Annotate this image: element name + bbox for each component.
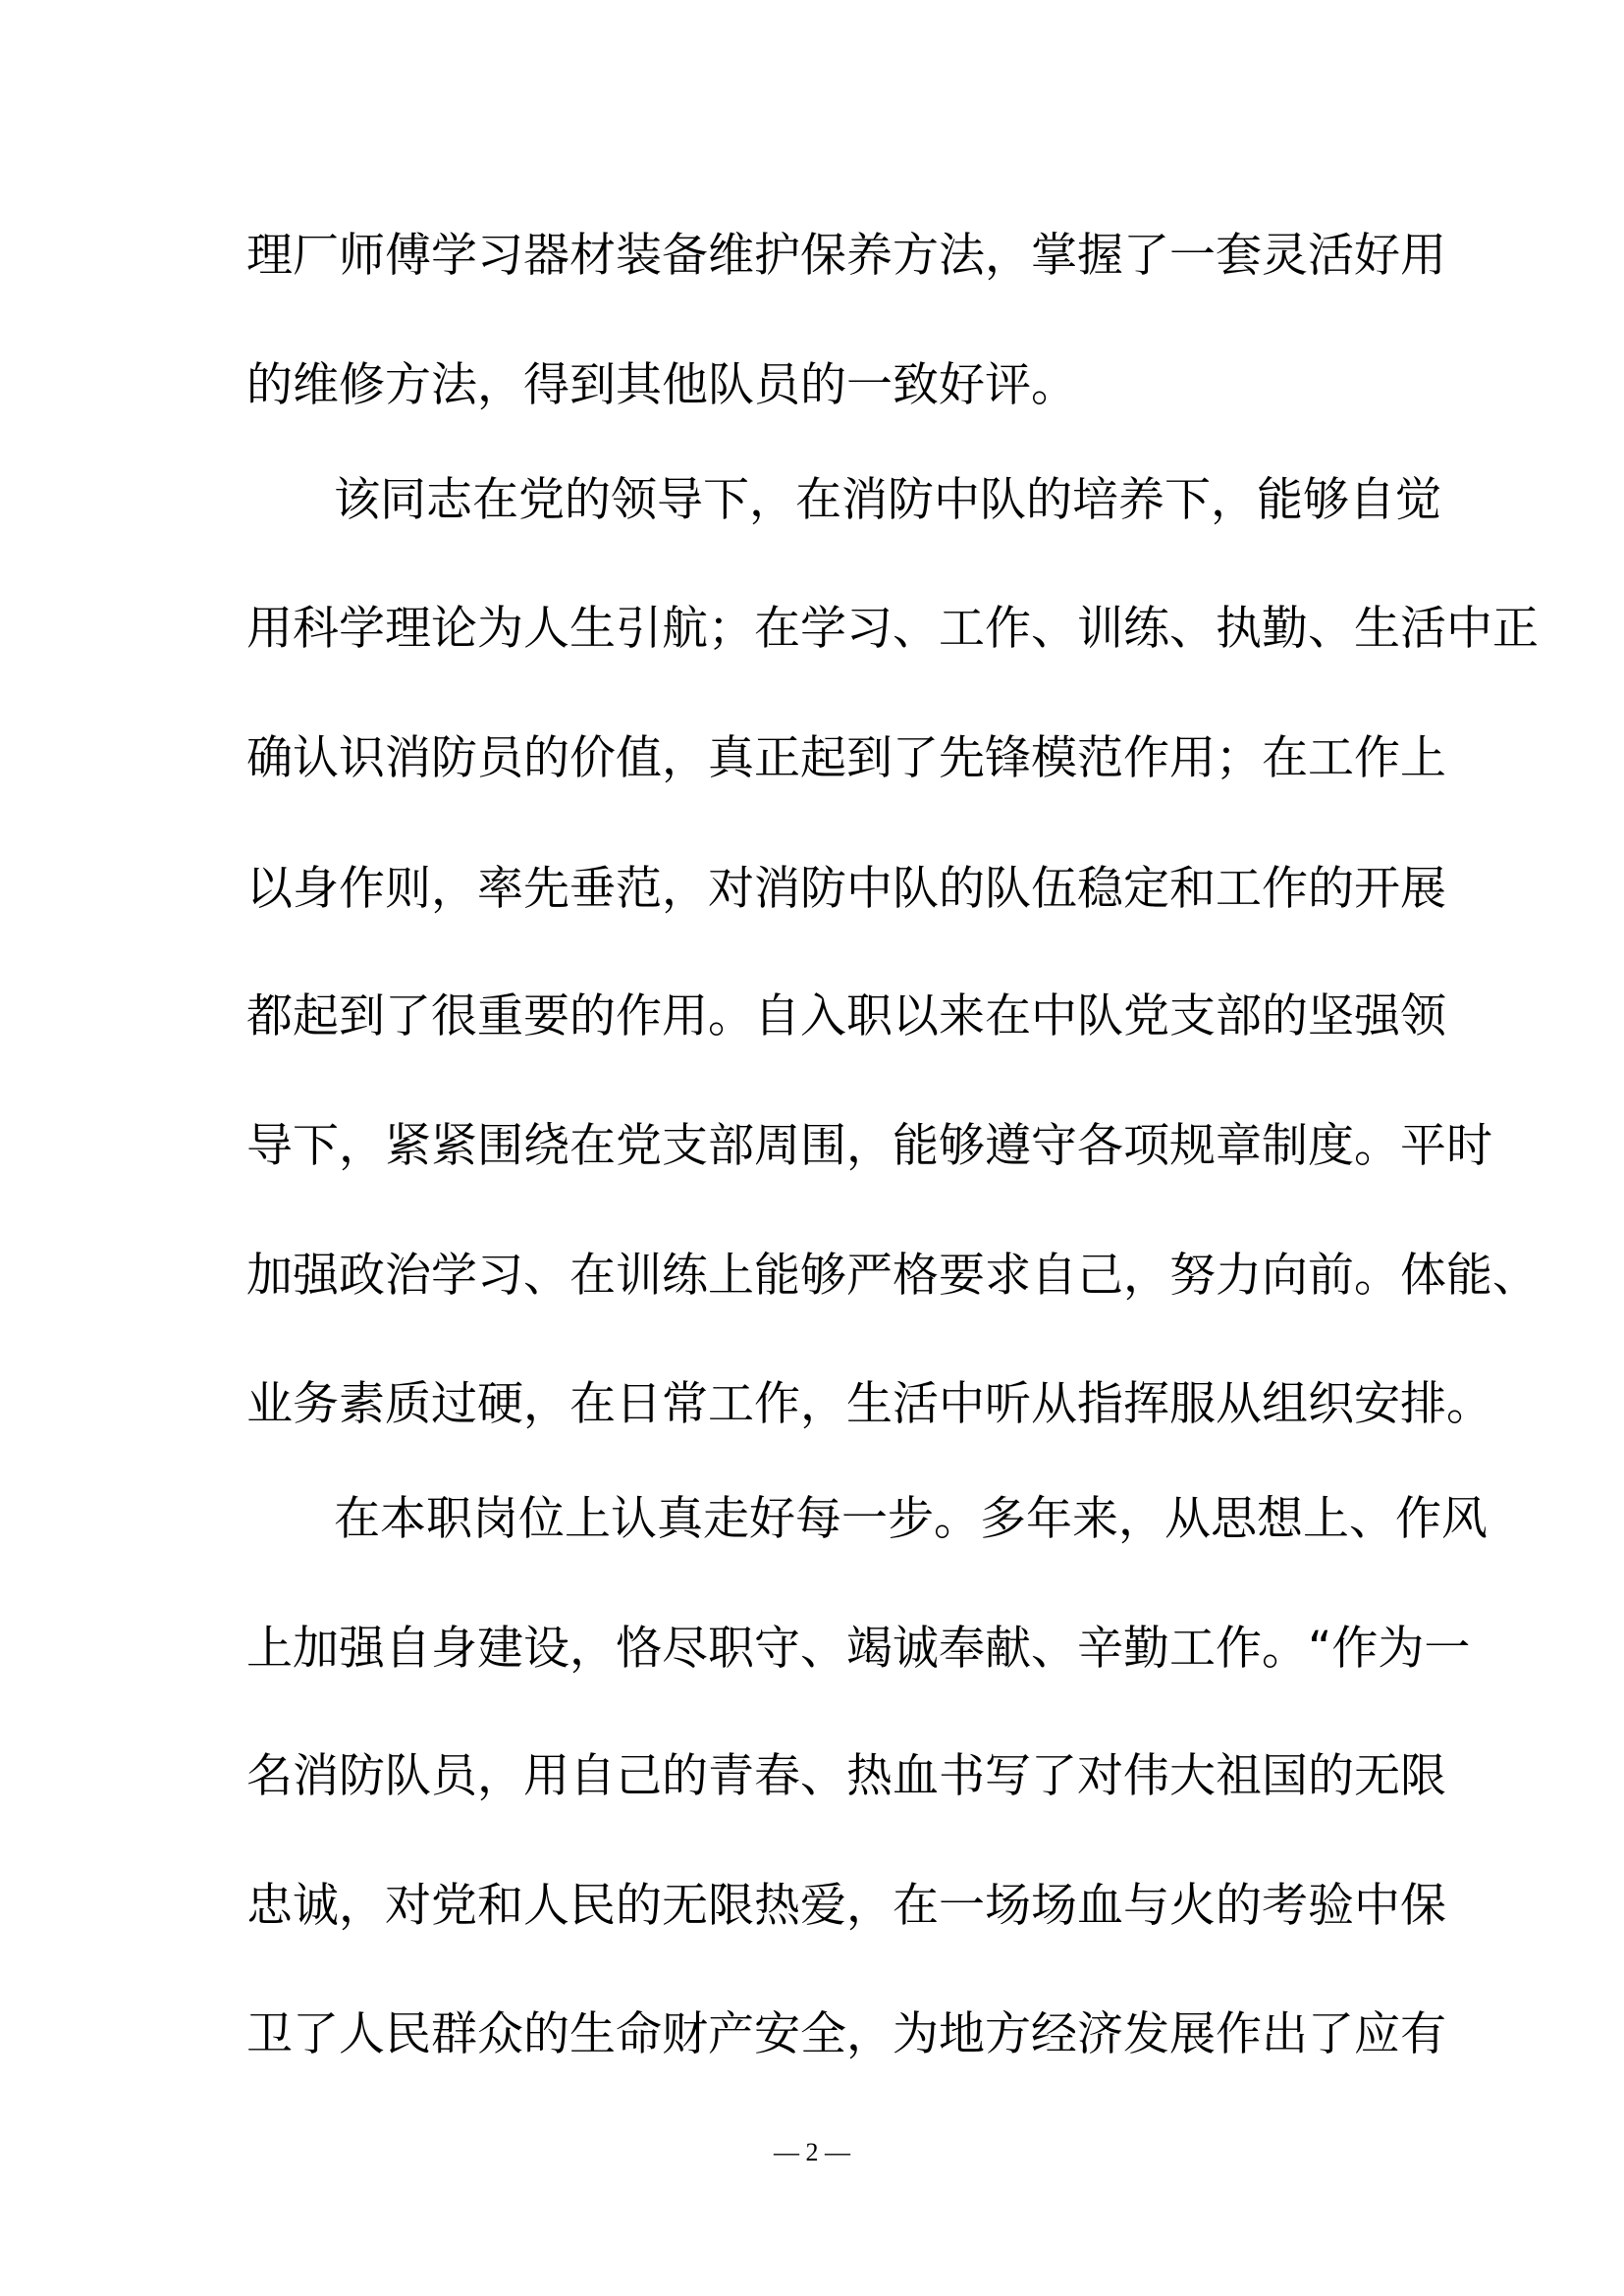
text-line: 导下，紧紧围绕在党支部周围，能够遵守各项规章制度。平时 — [246, 1119, 1492, 1173]
text-line: 加强政治学习、在训练上能够严格要求自己，努力向前。体能、 — [246, 1249, 1539, 1303]
text-line: 理厂师傅学习器材装备维护保养方法，掌握了一套灵活好用 — [246, 229, 1446, 283]
page-number: — 2 — — [774, 2138, 850, 2166]
text-line: 卫了人民群众的生命财产安全，为地方经济发展作出了应有 — [246, 2007, 1446, 2061]
text-line: 业务素质过硬，在日常工作，生活中听从指挥服从组织安排。 — [246, 1377, 1492, 1431]
text-line: 的维修方法，得到其他队员的一致好评。 — [246, 358, 1077, 412]
text-line: 都起到了很重要的作用。自入职以来在中队党支部的坚强领 — [246, 989, 1446, 1043]
text-line: 忠诚，对党和人民的无限热爱，在一场场血与火的考验中保 — [246, 1879, 1446, 1933]
paragraph-start-line: 在本职岗位上认真走好每一步。多年来，从思想上、作风 — [334, 1492, 1488, 1546]
text-line: 确认识消防员的价值，真正起到了先锋模范作用；在工作上 — [246, 731, 1446, 785]
text-line: 名消防队员，用自己的青春、热血书写了对伟大祖国的无限 — [246, 1749, 1446, 1803]
text-line: 用科学理论为人生引航；在学习、工作、训练、执勤、生活中正 — [246, 602, 1539, 656]
text-line: 以身作则，率先垂范，对消防中队的队伍稳定和工作的开展 — [246, 862, 1446, 916]
paragraph-start-line: 该同志在党的领导下，在消防中队的培养下，能够自觉 — [334, 473, 1441, 527]
text-line: 上加强自身建设，恪尽职守、竭诚奉献、辛勤工作。“作为一 — [246, 1622, 1471, 1676]
